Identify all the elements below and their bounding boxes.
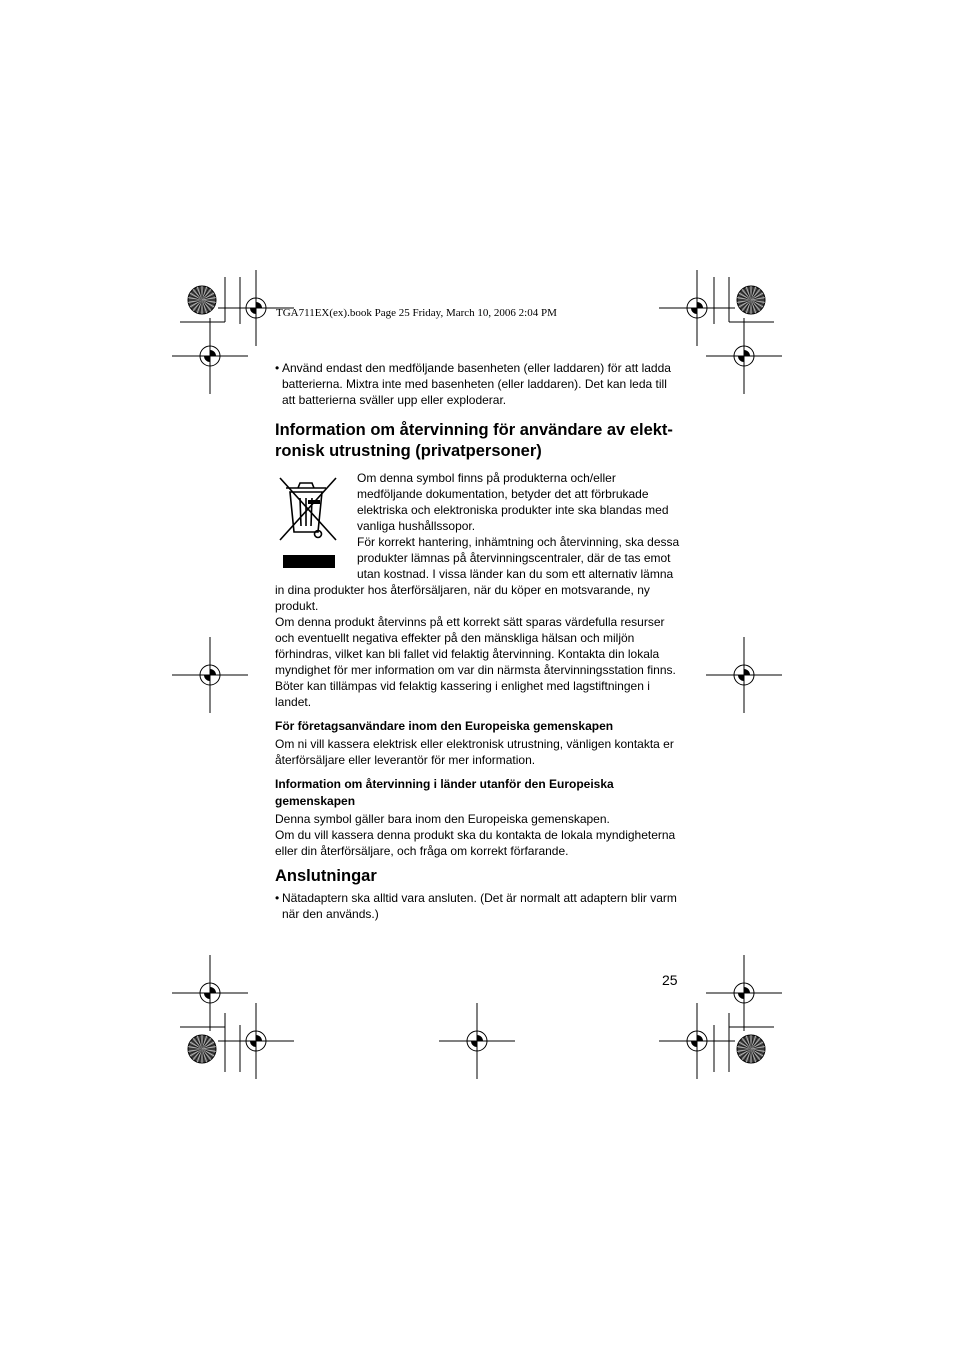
- outside-eu-heading: Information om återvinning i länder utanför den Europeiska gemenskapen: [275, 777, 614, 808]
- registration-mark: [659, 1003, 735, 1079]
- registration-mark: [706, 318, 782, 394]
- registration-mark: [706, 637, 782, 713]
- weee-section: [275, 470, 681, 710]
- recycling-heading-line1: Information om återvinning för användare av elekt-: [275, 421, 673, 439]
- connections-note-text: Nätadaptern ska alltid vara ansluten. (Det är normalt att adaptern blir varm när den används.): [282, 891, 677, 921]
- bullet-marker: •: [275, 891, 280, 905]
- recycling-heading-line2: ronisk utrustning (privatpersoner): [275, 442, 542, 460]
- registration-mark: [439, 1003, 515, 1079]
- registration-mark: [172, 318, 248, 394]
- color-target-mark: [737, 1035, 765, 1063]
- recycling-paragraph-3: Om denna produkt återvinns på ett korrekt sätt sparas värdefulla resurser och eventuellt negativa effekter på den mänskliga hälsan och miljön förhindras, vilket kan bli fallet vid felaktig återvinning. Kontakta din lokala myndighet för mer information om var din närmsta återvinningsstation finns. Böter kan tillämpas vid felaktig kassering i enlighet med lagstiftningen i landet.: [275, 615, 676, 709]
- weee-figure: [275, 470, 357, 574]
- outside-eu-text-2: Om du vill kassera denna produkt ska du kontakta de lokala myndigheterna eller din återförsäljare, och fråga om korrekt förfarande.: [275, 828, 676, 858]
- connections-note: [275, 890, 681, 922]
- crossed-out-wheelie-bin-icon: [278, 474, 342, 570]
- registration-mark: [172, 955, 248, 1031]
- connections-heading: Anslutningar: [275, 867, 377, 885]
- registration-mark: [706, 955, 782, 1031]
- page-content: [275, 360, 681, 922]
- battery-note: [275, 360, 681, 408]
- color-target-mark: [737, 286, 765, 314]
- print-info-line: TGA711EX(ex).book Page 25 Friday, March 10, 2006 2:04 PM: [276, 307, 557, 319]
- business-users-text: Om ni vill kassera elektrisk eller elektronisk utrustning, vänligen kontakta er återförsäljare eller leverantör för mer information.: [275, 737, 674, 767]
- recycling-paragraph-2: För korrekt hantering, inhämtning och återvinning, ska dessa produkter lämnas på återvinningscentraler, där de tas emot utan kostnad. I vissa länder kan du som ett alternativ lämna in dina produkter hos återförsäljaren, när du köper en motsvarande, ny produkt.: [275, 535, 680, 613]
- bullet-marker: •: [275, 361, 280, 375]
- recycling-paragraph-1: Om denna symbol finns på produkterna och/eller medföljande dokumentation, betyder det att förbrukade elektriska och elektroniska produkter inte ska blandas med vanliga hushållssopor.: [357, 471, 669, 533]
- recycling-heading: [275, 420, 681, 462]
- outside-eu-text-1: Denna symbol gäller bara inom den Europeiska gemenskapen.: [275, 812, 610, 826]
- business-users-heading: För företagsanvändare inom den Europeiska gemenskapen: [275, 719, 614, 733]
- registration-mark: [659, 270, 735, 346]
- color-target-mark: [188, 286, 216, 314]
- registration-mark: [172, 637, 248, 713]
- battery-note-text: Använd endast den medföljande basenheten (eller laddaren) för att ladda batterierna. Mixtra inte med basenheten (eller laddaren). Det kan leda till att batterierna sväller upp eller exploderar.: [282, 361, 671, 407]
- page-number: 25: [662, 972, 678, 988]
- registration-mark: [218, 1003, 294, 1079]
- color-target-mark: [188, 1035, 216, 1063]
